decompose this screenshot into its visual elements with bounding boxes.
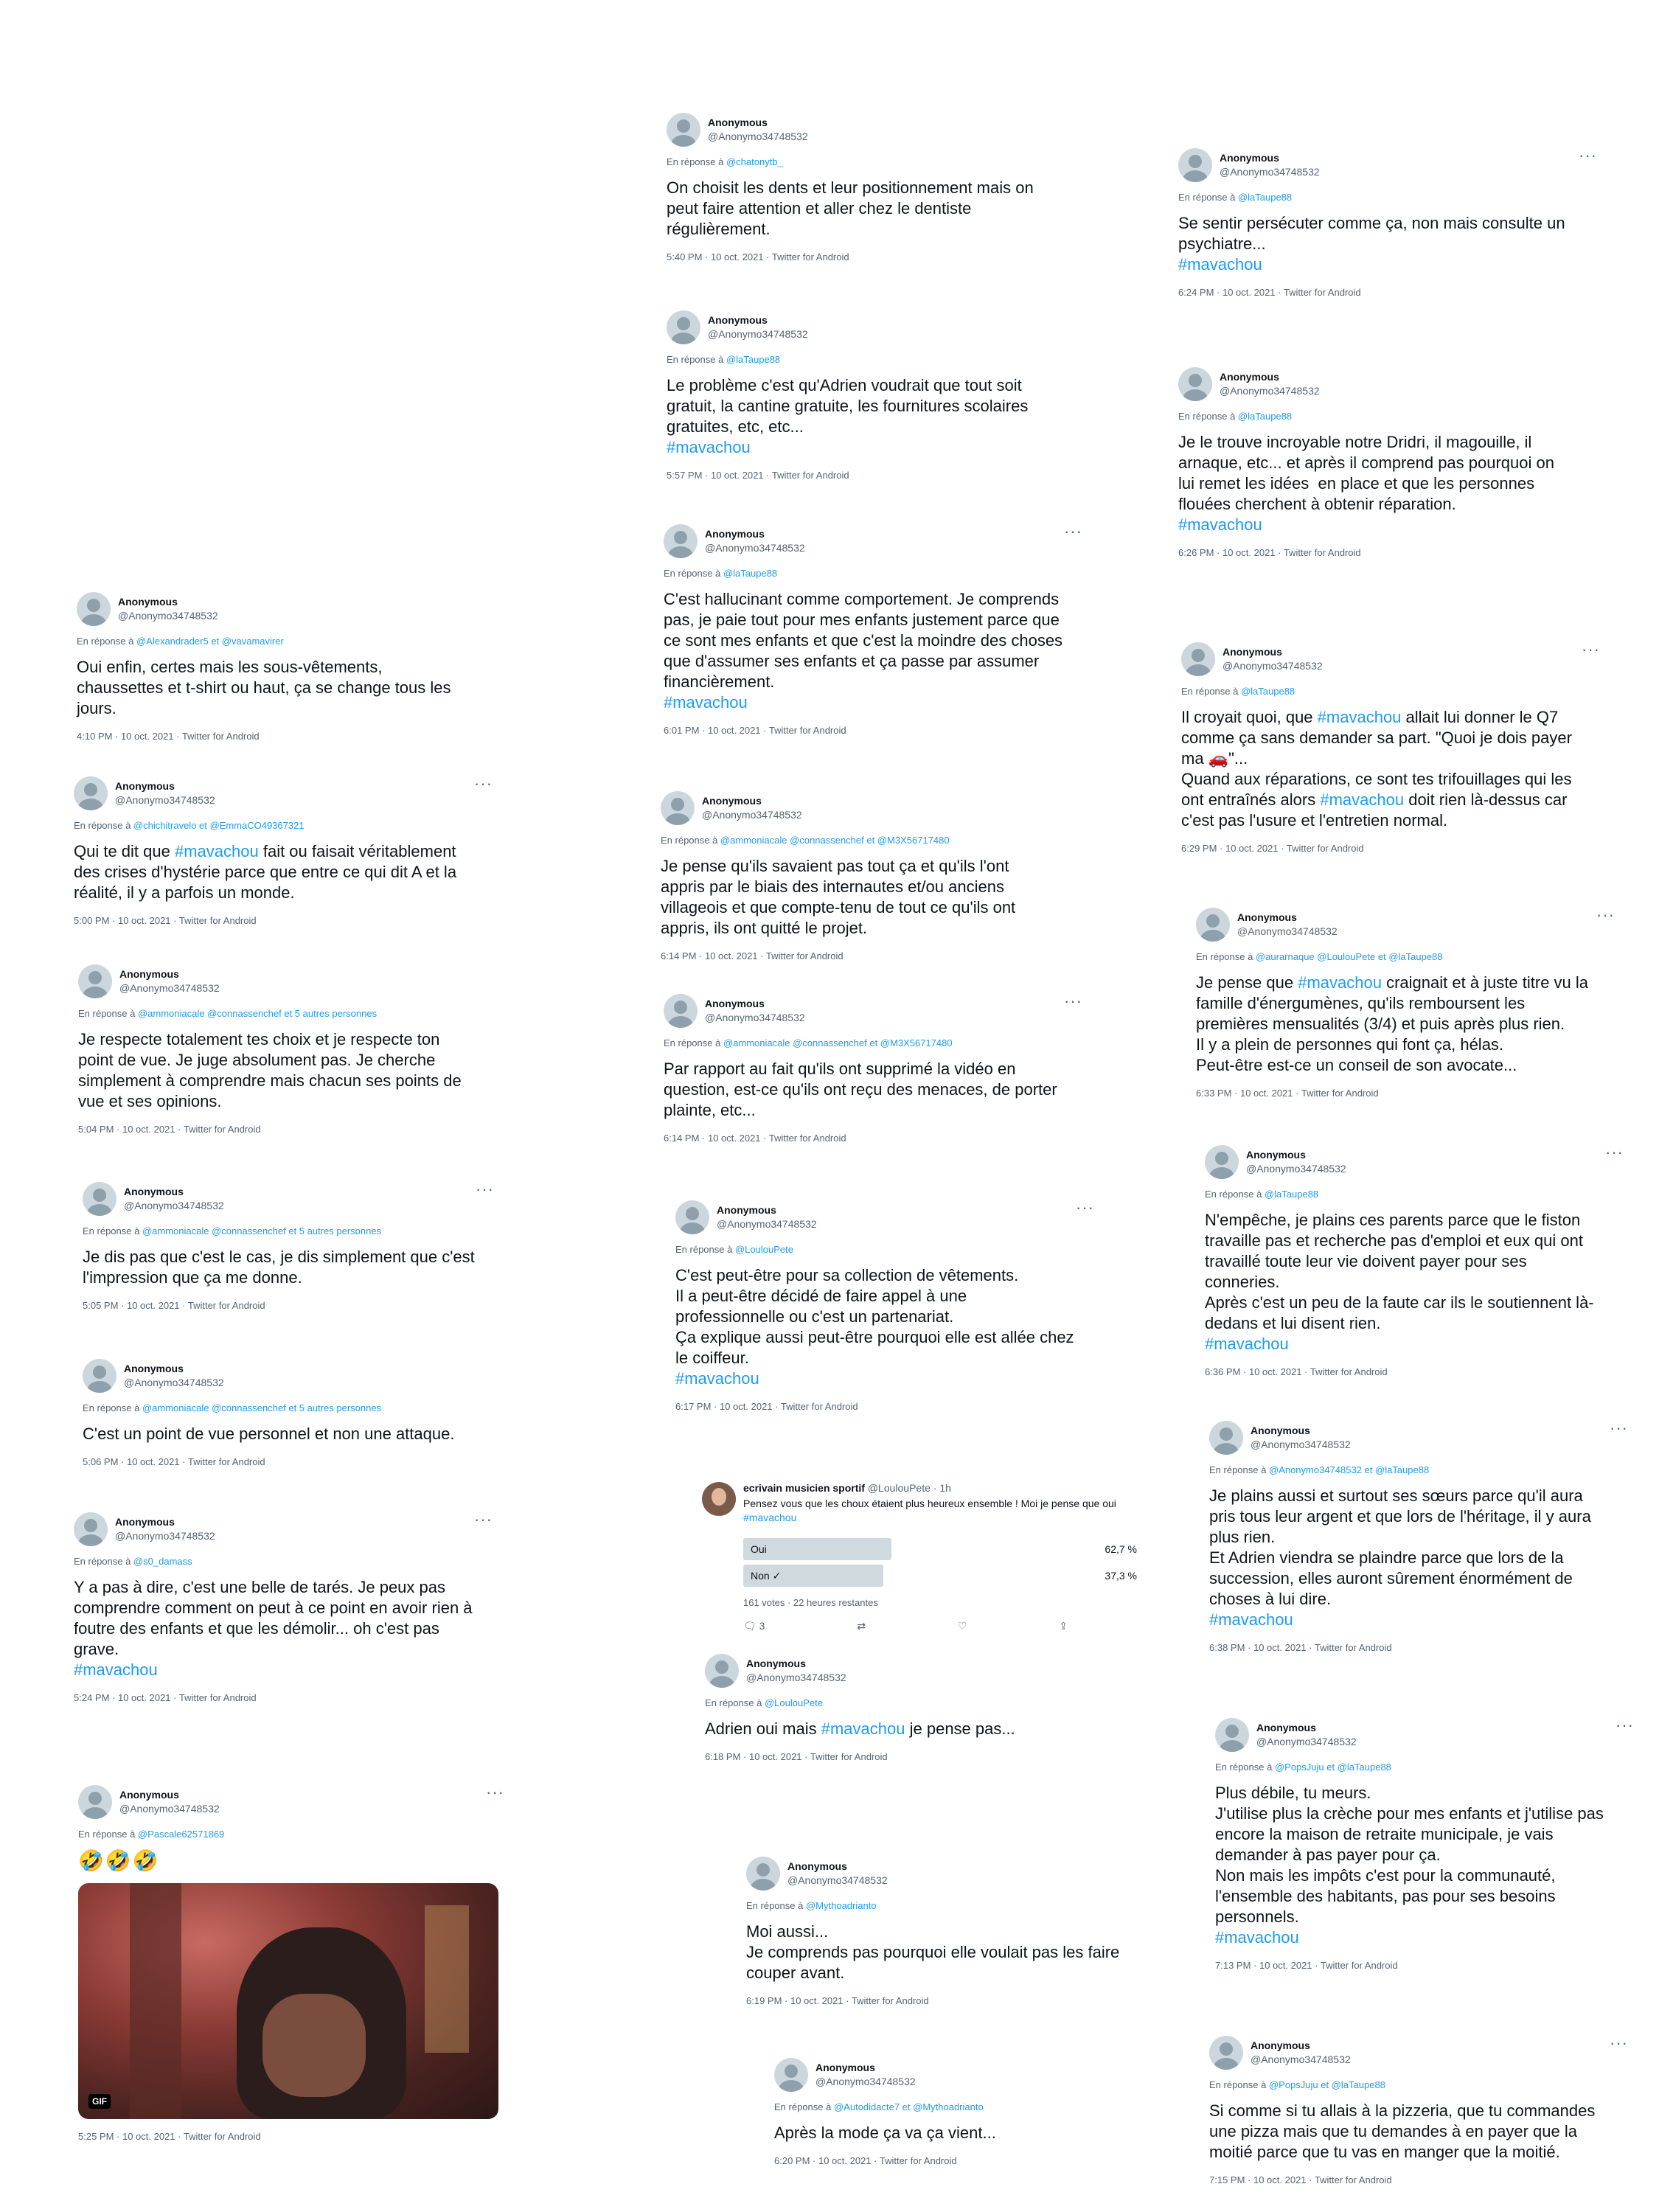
reply-context: En réponse à @chatonytb_ xyxy=(667,156,783,167)
tweet-timestamp[interactable]: 5:06 PM · 10 oct. 2021 · Twitter for Android xyxy=(83,1456,265,1467)
more-options-icon[interactable]: ··· xyxy=(476,1180,494,1198)
tweet-text: Se sentir persécuter comme ça, non mais consulte un psychiatre... xyxy=(1178,214,1565,253)
tweet-timestamp[interactable]: 7:15 PM · 10 oct. 2021 · Twitter for Android xyxy=(1209,2174,1392,2185)
tweet-timestamp[interactable]: 5:25 PM · 10 oct. 2021 · Twitter for Android xyxy=(78,2131,261,2142)
hashtag[interactable]: #mavachou xyxy=(1317,708,1402,726)
tweet-text: Je le trouve incroyable notre Dridri, il magouille, il arnaque, etc... et après il comprend pas pourquoi on lui remet les idées en place et que les personnes flouées cherchent à obtenir réparation. xyxy=(1178,433,1554,513)
user-handle[interactable]: @Anonymo34748532 xyxy=(746,1672,846,1683)
more-options-icon[interactable]: ··· xyxy=(474,774,493,793)
tweet-timestamp[interactable]: 6:18 PM · 10 oct. 2021 · Twitter for Android xyxy=(705,1751,888,1762)
avatar[interactable] xyxy=(1178,148,1212,182)
tweet-timestamp[interactable]: 6:24 PM · 10 oct. 2021 · Twitter for Android xyxy=(1178,287,1361,298)
avatar[interactable] xyxy=(78,964,112,998)
tweet-timestamp[interactable]: 5:05 PM · 10 oct. 2021 · Twitter for Android xyxy=(83,1300,265,1311)
tweet-timestamp[interactable]: 4:10 PM · 10 oct. 2021 · Twitter for Android xyxy=(77,731,260,742)
tweet-text: Adrien oui mais #mavachou je pense pas... xyxy=(705,1719,1015,1738)
hashtag[interactable]: #mavachou xyxy=(667,438,751,456)
reply-context: En réponse à @Anonymo34748532 et @laTaupe88 xyxy=(1209,1464,1430,1475)
avatar[interactable] xyxy=(83,1359,116,1393)
more-options-icon[interactable]: ··· xyxy=(486,1783,504,1801)
hashtag[interactable]: #mavachou xyxy=(1205,1335,1289,1353)
poll-author[interactable]: ecrivain musicien sportif @LoulouPete · 1h xyxy=(743,1482,951,1494)
display-name[interactable]: Anonymous xyxy=(119,1789,179,1801)
display-name[interactable]: Anonymous xyxy=(708,116,768,128)
reply-context: En réponse à @s0_damass xyxy=(74,1556,192,1567)
hashtag[interactable]: #mavachou xyxy=(1320,790,1405,809)
more-options-icon[interactable]: ··· xyxy=(1610,2034,1628,2052)
avatar[interactable] xyxy=(1209,2036,1243,2070)
tweet-text: On choisit les dents et leur positionnement mais on peut faire attention et aller chez le dentiste régulièrement. xyxy=(667,178,1034,238)
user-handle[interactable]: @Anonymo34748532 xyxy=(118,610,218,622)
hashtag[interactable]: #mavachou xyxy=(74,1660,158,1679)
tweet-text: Je pense que #mavachou craignait et à juste titre vu la famille d'énergumènes, qu'ils remboursent les premières mensualités (3/4) et puis après plus rien. Il y a plein de personnes qui font ça, hélas. Peut-être est-ce un conseil de son avocate... xyxy=(1196,973,1589,1074)
display-name[interactable]: Anonymous xyxy=(119,968,179,980)
display-name[interactable]: Anonymous xyxy=(1220,152,1279,164)
tweet-text: C'est un point de vue personnel et non une attaque. xyxy=(83,1425,455,1443)
reply-context: En réponse à @laTaupe88 xyxy=(1205,1189,1319,1200)
tweet-card[interactable] xyxy=(68,962,510,1135)
poll-tweet[interactable] xyxy=(702,1482,1137,1632)
tweet-text: Moi aussi... Je comprends pas pourquoi elle voulait pas les faire couper avant. xyxy=(746,1922,1120,1982)
tweet-text: N'empêche, je plains ces parents parce que le fiston travaille pas et recherche pas d'emploi et eux qui ont travaillé toute leur vie doivent payer pour ses conneries. Après c'est un peu de la faute car ils le soutiennent là- dedans et lui disent rien. xyxy=(1205,1211,1594,1332)
tweet-card[interactable] xyxy=(68,1783,518,2142)
tweet-card[interactable] xyxy=(653,992,1096,1144)
avatar[interactable] xyxy=(664,994,698,1028)
user-handle[interactable]: @Anonymo34748532 xyxy=(815,2076,916,2087)
more-options-icon[interactable]: ··· xyxy=(1064,992,1082,1010)
display-name[interactable]: Anonymous xyxy=(1251,1425,1310,1436)
display-name[interactable]: Anonymous xyxy=(708,314,768,326)
reply-mentions[interactable]: @laTaupe88 xyxy=(1240,686,1295,697)
reply-context: En réponse à @LoulouPete xyxy=(705,1697,823,1708)
display-name[interactable]: Anonymous xyxy=(118,596,178,608)
reply-mentions[interactable]: @Alexandrader5 et @vavamavirer xyxy=(136,636,284,647)
avatar[interactable] xyxy=(1205,1145,1239,1179)
avatar[interactable] xyxy=(675,1200,709,1234)
reply-context: En réponse à @Alexandrader5 et @vavamavirer xyxy=(77,636,284,647)
reply-mentions[interactable]: @ammoniacale @connassenchef et 5 autres personnes xyxy=(137,1008,378,1019)
display-name[interactable]: Anonymous xyxy=(1246,1149,1306,1161)
tweet-card[interactable] xyxy=(650,789,1063,961)
reply-mentions[interactable]: @aurarnaque @LoulouPete et @laTaupe88 xyxy=(1255,951,1443,962)
reply-context: En réponse à @laTaupe88 xyxy=(664,568,778,579)
avatar[interactable] xyxy=(702,1482,736,1516)
display-name[interactable]: Anonymous xyxy=(115,780,175,792)
tweet-card[interactable] xyxy=(1168,365,1610,558)
user-handle[interactable]: @Anonymo34748532 xyxy=(717,1218,817,1230)
tweet-timestamp[interactable]: 6:17 PM · 10 oct. 2021 · Twitter for Android xyxy=(675,1401,858,1412)
user-handle[interactable]: @Anonymo34748532 xyxy=(1251,1439,1351,1450)
hashtag[interactable]: #mavachou xyxy=(675,1369,759,1388)
reply-mentions[interactable]: @Mythoadrianto xyxy=(805,1900,877,1911)
avatar[interactable] xyxy=(1209,1421,1243,1455)
tweet-card[interactable] xyxy=(653,522,1096,736)
user-handle[interactable]: @Anonymo34748532 xyxy=(1251,2053,1351,2065)
avatar[interactable] xyxy=(83,1182,116,1216)
tweet-text: Oui enfin, certes mais les sous-vêtements, chaussettes et t-shirt ou haut, ça se change tous les jours. xyxy=(77,658,451,717)
hashtag[interactable]: #mavachou xyxy=(664,693,748,712)
avatar[interactable] xyxy=(1215,1718,1249,1752)
reply-context: En réponse à @laTaupe88 xyxy=(1178,192,1293,203)
user-handle[interactable]: @Anonymo34748532 xyxy=(708,328,808,340)
reply-mentions[interactable]: @laTaupe88 xyxy=(1237,411,1293,422)
reply-mentions[interactable]: @laTaupe88 xyxy=(723,568,778,579)
display-name[interactable]: Anonymous xyxy=(1256,1722,1316,1733)
tweet-timestamp[interactable]: 5:00 PM · 10 oct. 2021 · Twitter for Android xyxy=(74,915,257,926)
tweet-card[interactable] xyxy=(63,774,506,926)
reply-context: En réponse à @laTaupe88 xyxy=(1178,411,1293,422)
user-handle[interactable]: @Anonymo34748532 xyxy=(124,1200,224,1211)
display-name[interactable]: Anonymous xyxy=(746,1658,806,1669)
reply-mentions[interactable]: @Autodidacte7 et @Mythoadrianto xyxy=(833,2101,984,2112)
more-options-icon[interactable]: ··· xyxy=(474,1510,493,1528)
tweet-actions xyxy=(743,1620,1068,1632)
tweet-timestamp[interactable]: 5:40 PM · 10 oct. 2021 · Twitter for Android xyxy=(667,251,849,262)
reply-mentions[interactable]: @ammoniacale @connassenchef et @M3X56717480 xyxy=(720,835,950,846)
tweet-text: Je pense qu'ils savaient pas tout ça et qu'ils l'ont appris par le biais des internautes et/ou anciens villageois et que compte-tenu de tout ce qu'ils ont appris, ils ont quitté le projet. xyxy=(661,857,1016,937)
display-name[interactable]: Anonymous xyxy=(124,1363,184,1374)
tweet-text: Le problème c'est qu'Adrien voudrait que tout soit gratuit, la cantine gratuite, les fournitures scolaires gratuites, etc, etc... xyxy=(667,376,1029,436)
display-name[interactable]: Anonymous xyxy=(705,528,765,540)
hashtag[interactable]: #mavachou xyxy=(1178,255,1262,274)
poll-question: Pensez vous que les choux étaient plus heureux ensemble ! Moi je pense que oui #mavachou xyxy=(743,1498,1116,1523)
tweet-card[interactable] xyxy=(66,590,509,742)
tweet-timestamp[interactable]: 5:57 PM · 10 oct. 2021 · Twitter for Android xyxy=(667,470,849,481)
more-options-icon[interactable]: ··· xyxy=(1582,640,1600,658)
reply-context: En réponse à @ammoniacale @connassenchef et @M3X56717480 xyxy=(661,835,950,846)
hashtag[interactable]: #mavachou xyxy=(1215,1928,1299,1947)
more-options-icon[interactable]: ··· xyxy=(1076,1198,1094,1217)
tweet-text: Y a pas à dire, c'est une belle de tarés. Je peux pas comprendre comment on peut à ce point en avoir rien à foutre des enfants et que les démolir... oh c'est pas grave. xyxy=(74,1578,473,1658)
user-handle[interactable]: @Anonymo34748532 xyxy=(1220,385,1320,397)
display-name[interactable]: Anonymous xyxy=(1237,911,1297,923)
reply-context: En réponse à @PopsJuju et @laTaupe88 xyxy=(1209,2079,1385,2090)
tweet-card[interactable] xyxy=(1199,2034,1641,2185)
reply-context: En réponse à @aurarnaque @LoulouPete et @laTaupe88 xyxy=(1196,951,1443,962)
tweet-timestamp[interactable]: 6:01 PM · 10 oct. 2021 · Twitter for Android xyxy=(664,725,846,736)
avatar[interactable] xyxy=(1181,642,1215,676)
reply-context: En réponse à @Mythoadrianto xyxy=(746,1900,877,1911)
tweet-card[interactable] xyxy=(1171,640,1613,854)
hashtag[interactable]: #mavachou xyxy=(821,1719,905,1738)
reply-context: En réponse à @ammoniacale @connassenchef et @M3X56717480 xyxy=(664,1037,953,1048)
tweet-card[interactable] xyxy=(736,1854,1149,2006)
reply-mentions[interactable]: @laTaupe88 xyxy=(726,354,781,365)
gif-media[interactable] xyxy=(78,1883,498,2119)
avatar[interactable] xyxy=(74,776,108,810)
emoji-text: 🤣🤣🤣 xyxy=(78,1849,160,1872)
tweet-timestamp[interactable]: 6:14 PM · 10 oct. 2021 · Twitter for Android xyxy=(664,1133,846,1144)
tweet-card[interactable] xyxy=(1168,146,1610,298)
tweet-text: C'est peut-être pour sa collection de vêtements. Il a peut-être décidé de faire appel à une professionnelle ou c'est un partenariat. Ça explique aussi peut-être pourquoi elle est allée chez le coiffeur. xyxy=(675,1266,1074,1367)
display-name[interactable]: Anonymous xyxy=(124,1186,184,1197)
tweet-timestamp[interactable]: 6:36 PM · 10 oct. 2021 · Twitter for Android xyxy=(1205,1366,1388,1377)
tweet-card[interactable] xyxy=(665,1198,1107,1412)
avatar[interactable] xyxy=(705,1654,739,1688)
hashtag[interactable]: #mavachou xyxy=(1209,1610,1293,1629)
tweet-timestamp[interactable]: 6:26 PM · 10 oct. 2021 · Twitter for Android xyxy=(1178,547,1361,558)
reply-context: En réponse à @Autodidacte7 et @Mythoadrianto xyxy=(774,2101,984,2112)
tweet-card[interactable] xyxy=(656,111,1069,262)
like-icon[interactable]: ♡ xyxy=(957,1620,967,1632)
hashtag[interactable]: #mavachou xyxy=(1298,973,1382,992)
display-name[interactable]: Anonymous xyxy=(705,998,765,1009)
user-handle[interactable]: @Anonymo34748532 xyxy=(115,1530,215,1542)
more-options-icon[interactable]: ··· xyxy=(1615,1716,1634,1734)
user-handle[interactable]: @Anonymo34748532 xyxy=(708,131,808,142)
tweet-timestamp[interactable]: 6:14 PM · 10 oct. 2021 · Twitter for Android xyxy=(661,950,844,961)
tweet-text: Je plains aussi et surtout ses sœurs parce qu'il aura pris tous leur argent et que lors de l'héritage, il y aura plus rien. Et Adrien viendra se plaindre parce que lors de la succession, elles auront sûrement énormément de choses à lui dire. xyxy=(1209,1486,1591,1608)
tweet-text: Je respecte totalement tes choix et je respecte ton point de vue. Je juge absolument pas. Je cherche simplement à comprendre mais chacun ses points de vue et ses opinions. xyxy=(78,1030,462,1110)
avatar[interactable] xyxy=(74,1512,108,1546)
display-name[interactable]: Anonymous xyxy=(815,2062,875,2073)
more-options-icon[interactable]: ··· xyxy=(1064,522,1082,540)
tweet-timestamp[interactable]: 6:29 PM · 10 oct. 2021 · Twitter for Android xyxy=(1181,843,1364,854)
reply-mentions[interactable]: @chichitravelo et @EmmaCO49367321 xyxy=(133,820,305,831)
display-name[interactable]: Anonymous xyxy=(1222,646,1282,658)
user-handle[interactable]: @Anonymo34748532 xyxy=(787,1874,888,1886)
reply-mentions[interactable]: @ammoniacale @connassenchef et 5 autres personnes xyxy=(142,1225,382,1237)
share-icon[interactable]: ⇪ xyxy=(1059,1620,1068,1632)
hashtag[interactable]: #mavachou xyxy=(1178,515,1262,534)
avatar[interactable] xyxy=(667,310,700,344)
tweet-card[interactable] xyxy=(72,1180,507,1311)
tweet-card[interactable] xyxy=(764,2056,1133,2166)
avatar[interactable] xyxy=(78,1785,112,1819)
avatar[interactable] xyxy=(774,2058,808,2092)
user-handle[interactable]: @Anonymo34748532 xyxy=(1256,1736,1357,1747)
reply-context: En réponse à @laTaupe88 xyxy=(667,354,781,365)
reply-mentions[interactable]: @Anonymo34748532 et @laTaupe88 xyxy=(1268,1464,1430,1475)
user-handle[interactable]: @Anonymo34748532 xyxy=(119,1803,220,1815)
more-options-icon[interactable]: ··· xyxy=(1579,146,1597,164)
avatar[interactable] xyxy=(661,791,695,825)
more-options-icon[interactable]: ··· xyxy=(1596,905,1615,924)
reply-mentions[interactable]: @PopsJuju et @laTaupe88 xyxy=(1268,2079,1385,2090)
tweet-card[interactable] xyxy=(1194,1143,1637,1377)
poll-option[interactable]: Oui 62,7 % xyxy=(743,1538,1137,1560)
reply-context: En réponse à @ammoniacale @connassenchef et 5 autres personnes xyxy=(83,1225,382,1237)
poll-votes: 161 votes · 22 heures restantes xyxy=(743,1597,878,1608)
retweet-icon[interactable]: ⇄ xyxy=(857,1620,866,1632)
user-handle[interactable]: @Anonymo34748532 xyxy=(1237,925,1338,937)
user-handle[interactable]: @Anonymo34748532 xyxy=(1246,1163,1346,1175)
reply-context: En réponse à @LoulouPete xyxy=(675,1244,793,1255)
tweet-timestamp[interactable]: 6:19 PM · 10 oct. 2021 · Twitter for Android xyxy=(746,1995,929,2006)
avatar[interactable] xyxy=(664,524,698,558)
tweet-text: Si comme si tu allais à la pizzeria, que tu commandes une pizza mais que tu demandes à en payer que la moitié parce que tu vas en manger que la moitié. xyxy=(1209,2101,1596,2161)
tweet-card[interactable] xyxy=(656,308,1069,481)
gif-badge: GIF xyxy=(88,2094,111,2109)
tweet-timestamp[interactable]: 6:20 PM · 10 oct. 2021 · Twitter for Android xyxy=(774,2155,957,2166)
reply-mentions[interactable]: @laTaupe88 xyxy=(1237,192,1293,203)
tweet-text: C'est hallucinant comme comportement. Je comprends pas, je paie tout pour mes enfants justement parce que ce sont mes enfants et que c'est la moindre des choses que d'assumer ses enfants et ça passe par assumer financièrement. xyxy=(664,590,1063,691)
reply-mentions[interactable]: @LoulouPete xyxy=(764,1697,823,1708)
display-name[interactable]: Anonymous xyxy=(787,1860,847,1872)
user-handle[interactable]: @Anonymo34748532 xyxy=(124,1377,224,1388)
user-handle[interactable]: @Anonymo34748532 xyxy=(705,1012,805,1023)
avatar[interactable] xyxy=(667,113,700,147)
avatar[interactable] xyxy=(1196,908,1230,942)
tweet-timestamp[interactable]: 5:04 PM · 10 oct. 2021 · Twitter for Android xyxy=(78,1124,261,1135)
reply-mentions[interactable]: @laTaupe88 xyxy=(1264,1189,1319,1200)
poll-options xyxy=(743,1538,1137,1587)
reply-mentions[interactable]: @ammoniacale @connassenchef et 5 autres personnes xyxy=(142,1402,382,1413)
reply-context: En réponse à @chichitravelo et @EmmaCO49367321 xyxy=(74,820,305,831)
tweet-text: Il croyait quoi, que #mavachou allait lui donner le Q7 comme ça sans demander sa part. "Quoi je dois payer ma 🚗"... Quand aux réparations, ce sont tes trifouillages qui les ont entraînés alors #mavachou doit rien là-dessus car c'est pas l'usure et l'entretien normal. xyxy=(1181,708,1572,830)
user-handle[interactable]: @Anonymo34748532 xyxy=(702,809,802,821)
tweet-text: Plus débile, tu meurs. J'utilise plus la crèche pour mes enfants et j'utilise pas encore la maison de retraite municipale, je vais demander à pas payer pour ça. Non mais les impôts c'est pour la communauté, l'ensemble des habitants, pas pour ses besoins personnels. xyxy=(1215,1784,1604,1926)
display-name[interactable]: Anonymous xyxy=(717,1204,776,1216)
reply-mentions[interactable]: @LoulouPete xyxy=(734,1244,793,1255)
user-handle[interactable]: @Anonymo34748532 xyxy=(705,542,805,554)
tweet-card[interactable] xyxy=(1186,905,1628,1099)
tweet-timestamp[interactable]: 6:33 PM · 10 oct. 2021 · Twitter for Android xyxy=(1196,1088,1379,1099)
avatar[interactable] xyxy=(1178,367,1212,401)
tweet-card[interactable] xyxy=(63,1510,506,1703)
tweet-text: Je dis pas que c'est le cas, je dis simplement que c'est l'impression que ça me donne. xyxy=(83,1248,475,1287)
reply-icon[interactable]: 🗨 3 xyxy=(743,1620,765,1632)
tweet-timestamp[interactable]: 5:24 PM · 10 oct. 2021 · Twitter for Android xyxy=(74,1692,257,1703)
tweet-text: Qui te dit que #mavachou fait ou faisait véritablement des crises d'hystérie parce que entre ce qui dit A et la réalité, il y a parfois un monde. xyxy=(74,842,457,902)
user-handle[interactable]: @Anonymo34748532 xyxy=(119,982,220,994)
tweet-text: Après la mode ça va ça vient... xyxy=(774,2124,996,2142)
reply-context: En réponse à @laTaupe88 xyxy=(1181,686,1295,697)
display-name[interactable]: Anonymous xyxy=(1220,371,1279,383)
reply-mentions[interactable]: @Pascale62571869 xyxy=(137,1829,225,1840)
tweet-card[interactable] xyxy=(72,1357,515,1467)
user-handle[interactable]: @Anonymo34748532 xyxy=(1220,166,1320,178)
user-handle[interactable]: @Anonymo34748532 xyxy=(115,794,215,806)
tweet-card[interactable] xyxy=(1199,1419,1641,1653)
reply-mentions[interactable]: @s0_damass xyxy=(133,1556,192,1567)
more-options-icon[interactable]: ··· xyxy=(1610,1419,1628,1437)
reply-context: En réponse à @ammoniacale @connassenchef et 5 autres personnes xyxy=(78,1008,378,1019)
display-name[interactable]: Anonymous xyxy=(115,1516,175,1528)
tweet-timestamp[interactable]: 6:38 PM · 10 oct. 2021 · Twitter for Android xyxy=(1209,1642,1392,1653)
user-handle[interactable]: @Anonymo34748532 xyxy=(1222,660,1323,672)
reply-mentions[interactable]: @PopsJuju et @laTaupe88 xyxy=(1274,1761,1391,1773)
tweet-text: Par rapport au fait qu'ils ont supprimé la vidéo en question, est-ce qu'ils ont reçu des menaces, de porter plainte, etc... xyxy=(664,1060,1057,1119)
reply-context: En réponse à @Pascale62571869 xyxy=(78,1829,225,1840)
tweet-timestamp[interactable]: 7:13 PM · 10 oct. 2021 · Twitter for Android xyxy=(1215,1960,1398,1971)
poll-option[interactable]: Non ✓ 37,3 % xyxy=(743,1565,1137,1587)
reply-mentions[interactable]: @ammoniacale @connassenchef et @M3X56717480 xyxy=(723,1037,953,1048)
reply-context: En réponse à @ammoniacale @connassenchef et 5 autres personnes xyxy=(83,1402,382,1413)
avatar[interactable] xyxy=(746,1857,780,1891)
display-name[interactable]: Anonymous xyxy=(1251,2039,1310,2051)
more-options-icon[interactable]: ··· xyxy=(1605,1143,1624,1161)
reply-mentions[interactable]: @chatonytb_ xyxy=(726,156,783,167)
tweet-card[interactable] xyxy=(1205,1716,1647,1971)
tweet-card[interactable] xyxy=(695,1652,1137,1762)
avatar[interactable] xyxy=(77,592,111,626)
reply-context: En réponse à @PopsJuju et @laTaupe88 xyxy=(1215,1761,1391,1773)
hashtag[interactable]: #mavachou xyxy=(174,842,259,860)
display-name[interactable]: Anonymous xyxy=(702,795,762,807)
